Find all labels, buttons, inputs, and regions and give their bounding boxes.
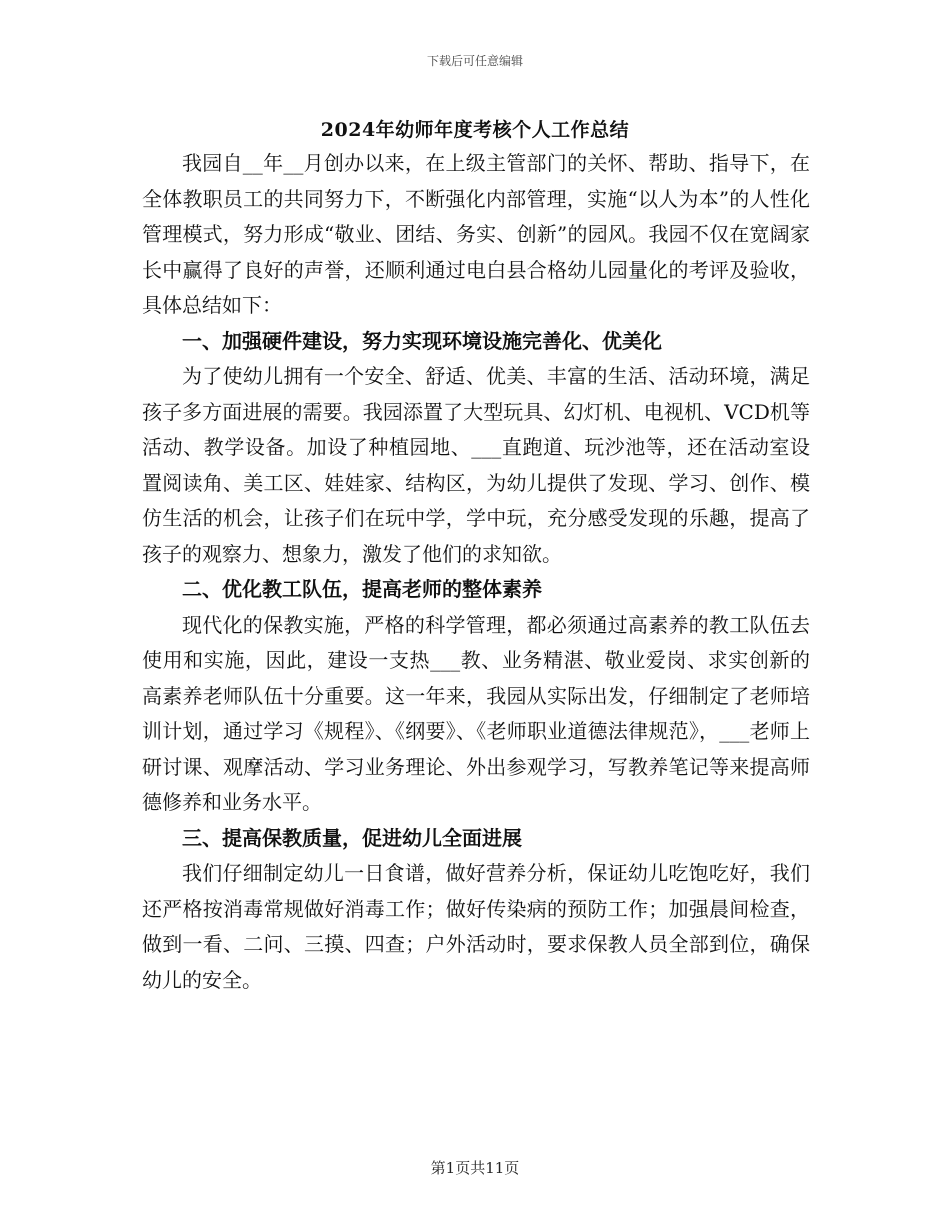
section-1-paragraph: 为了使幼儿拥有一个安全、舒适、优美、丰富的生活、活动环境，满足孩子多方面进展的需要。我园添置了大型玩具、幻灯机、电视机、VCD机等活动、教学设备。加设了种植园地、___直跑道、玩沙池等，还在活动室设置阅读角、美工区、娃娃家、结构区，为幼儿提供了发现、学习、创作、模仿生活的机会，让孩子们在玩中学，学中玩，充分感受发现的乐趣，提高了孩子的观察力、想象力，激发了他们的求知欲。 xyxy=(142,364,810,566)
page-header-note: 下载后可任意编辑 xyxy=(426,54,523,68)
section-heading-2: 二、优化教工队伍，提高老师的整体素养 xyxy=(182,577,542,601)
document-title: 2024年幼师年度考核个人工作总结 xyxy=(320,119,630,141)
section-3-paragraph: 我们仔细制定幼儿一日食谱，做好营养分析，保证幼儿吃饱吃好，我们还严格按消毒常规做好消毒工作；做好传染病的预防工作；加强晨间检查，做到一看、二问、三摸、四查；户外活动时，要求保教人员全部到位，确保幼儿的安全。 xyxy=(142,861,810,992)
document-body xyxy=(142,146,810,998)
section-2-paragraph: 现代化的保教实施，严格的科学管理，都必须通过高素养的教工队伍去使用和实施，因此，建设一支热___教、业务精湛、敬业爱岗、求实创新的高素养老师队伍十分重要。这一年来，我园从实际出发，仔细制定了老师培训计划，通过学习《规程》、《纲要》、《老师职业道德法律规范》，___老师上研讨课、观摩活动、学习业务理论、外出参观学习，写教养笔记等来提高师德修养和业务水平。 xyxy=(142,612,810,814)
section-heading-3: 三、提高保教质量，促进幼儿全面进展 xyxy=(182,825,522,850)
section-heading-1: 一、加强硬件建设，努力实现环境设施完善化、优美化 xyxy=(182,328,662,353)
page-number: 第1页共11页 xyxy=(430,1159,520,1177)
intro-paragraph: 我园自__年__月创办以来，在上级主管部门的关怀、帮助、指导下，在全体教职员工的共同努力下，不断强化内部管理，实施“以人为本”的人性化管理模式，努力形成“敬业、团结、务实、创新”的园风。我园不仅在宽阔家长中赢得了良好的声誉，还顺利通过电白县合格幼儿园量化的考评及验收，具体总结如下： xyxy=(142,151,810,317)
